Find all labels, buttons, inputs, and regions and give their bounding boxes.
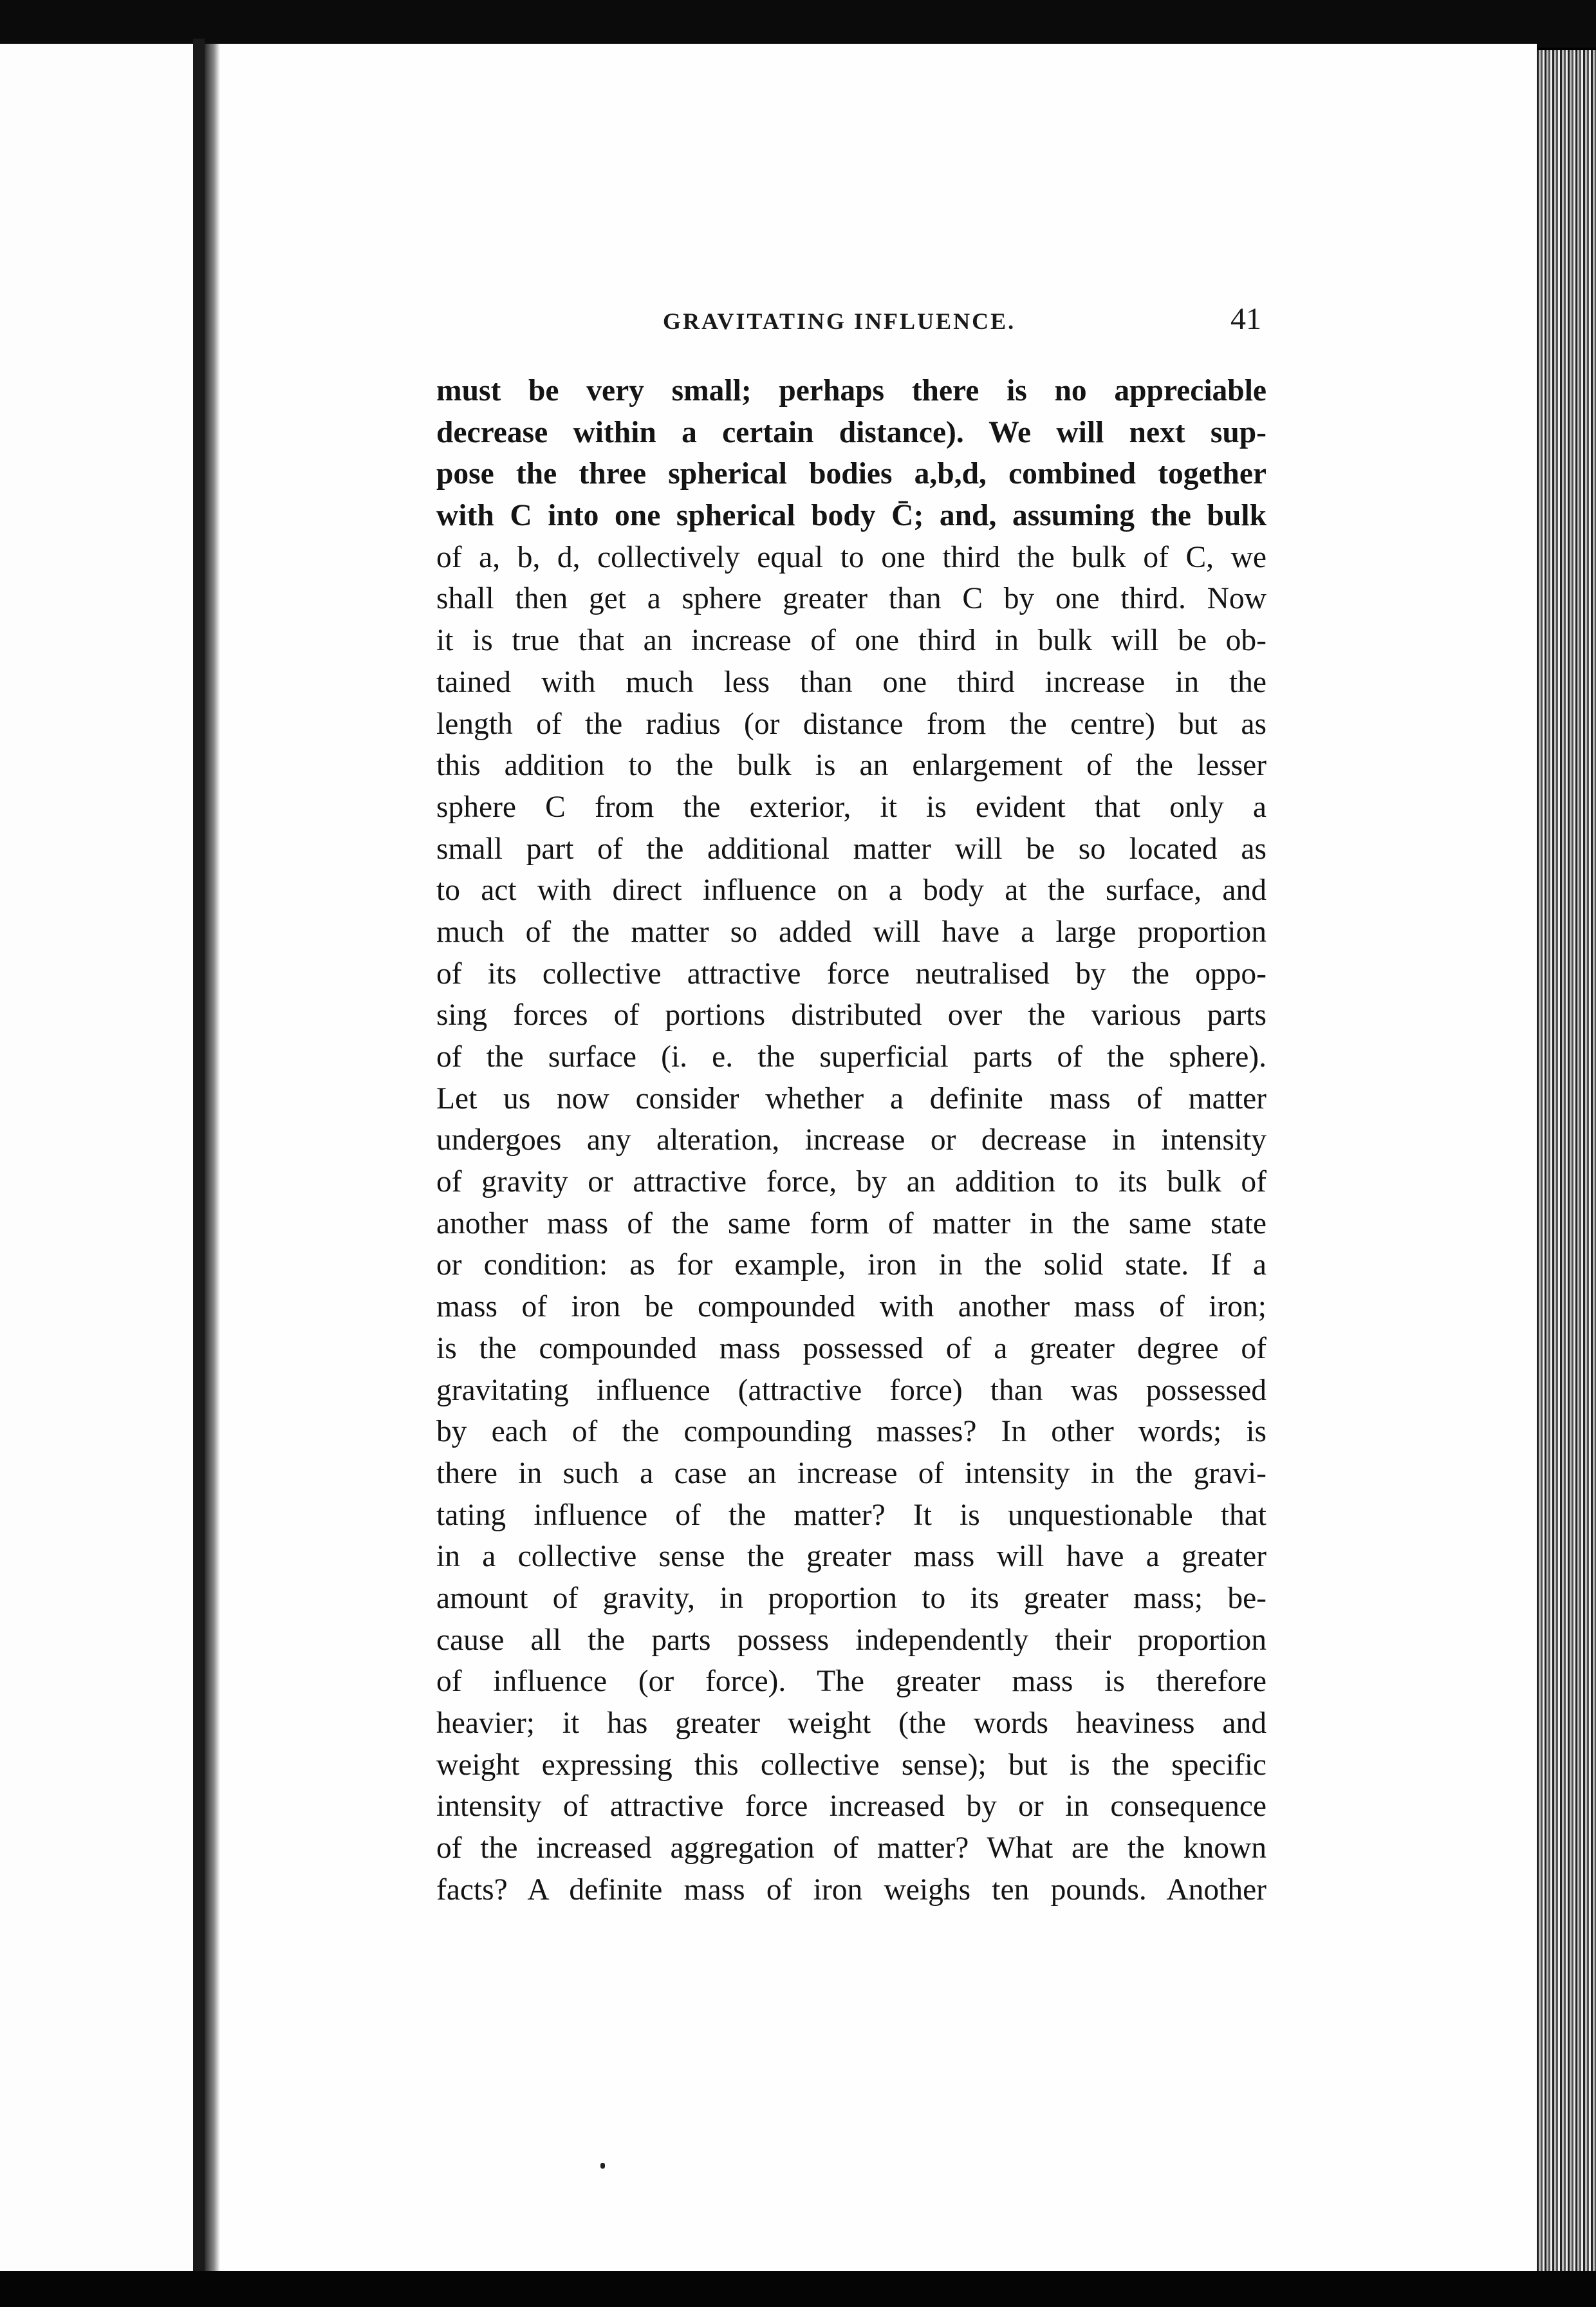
text-line: of gravity or attractive force, by an addition to its bulk of [436, 1165, 1267, 1199]
text-line: with C into one spherical body C̄; and, assuming the bulk [436, 499, 1267, 533]
page-fore-edge [1537, 50, 1596, 2284]
text-line: to act with direct influence on a body at the surface, and [436, 873, 1267, 908]
text-line: must be very small; perhaps there is no appreciable [436, 374, 1267, 407]
text-line: cause all the parts possess independently their proportion [436, 1623, 1267, 1657]
ink-speck [600, 2163, 605, 2169]
scan-bottom-edge [0, 2271, 1596, 2307]
text-line: Let us now consider whether a definite mass of matter [436, 1081, 1267, 1116]
book-gutter [193, 39, 205, 2272]
running-head [663, 301, 1261, 346]
text-line: of the surface (i. e. the superficial parts of the sphere). [436, 1040, 1267, 1074]
text-line: tating influence of the matter? It is unquestionable that [436, 1498, 1267, 1532]
scan-top-edge [0, 0, 1596, 48]
text-line: there in such a case an increase of intensity in the gravi- [436, 1456, 1267, 1490]
text-line: gravitating influence (attractive force) than was possessed [436, 1373, 1267, 1407]
text-line: facts? A definite mass of iron weighs ten pounds. Another [436, 1873, 1267, 1907]
text-line: of a, b, d, collectively equal to one third the bulk of C, we [436, 540, 1267, 574]
text-line: weight expressing this collective sense); but is the specific [436, 1748, 1267, 1782]
text-line: amount of gravity, in proportion to its greater mass; be- [436, 1581, 1267, 1615]
text-line: another mass of the same form of matter in the same state [436, 1206, 1267, 1240]
text-line: mass of iron be compounded with another mass of iron; [436, 1290, 1267, 1324]
text-line: it is true that an increase of one third in bulk will be ob- [436, 624, 1267, 658]
running-title: GRAVITATING INFLUENCE. [663, 308, 1016, 334]
text-line: much of the matter so added will have a large proportion [436, 915, 1267, 949]
text-line: sphere C from the exterior, it is evident that only a [436, 790, 1267, 824]
text-line: or condition: as for example, iron in the solid state. If a [436, 1248, 1267, 1282]
text-line: pose the three spherical bodies a,b,d, combined together [436, 457, 1267, 491]
text-line: this addition to the bulk is an enlargement of the lesser [436, 749, 1267, 783]
text-line: by each of the compounding masses? In other words; is [436, 1415, 1267, 1449]
page-number: 41 [1230, 302, 1261, 336]
text-line: heavier; it has greater weight (the words heaviness and [436, 1706, 1267, 1740]
text-line: of influence (or force). The greater mass is therefore [436, 1665, 1267, 1699]
text-line: in a collective sense the greater mass will have a greater [436, 1540, 1267, 1574]
text-line: small part of the additional matter will be so located as [436, 832, 1267, 866]
page-spine-shadow [205, 44, 220, 2281]
text-line: intensity of attractive force increased by or in consequence [436, 1789, 1267, 1824]
text-line: length of the radius (or distance from the centre) but as [436, 707, 1267, 741]
text-line: is the compounded mass possessed of a greater degree of [436, 1331, 1267, 1365]
text-line: shall then get a sphere greater than C by one third. Now [436, 582, 1267, 616]
facing-page-left [0, 44, 196, 2271]
text-line: sing forces of portions distributed over the various parts [436, 998, 1267, 1032]
text-line: undergoes any alteration, increase or decrease in intensity [436, 1123, 1267, 1157]
text-line: tained with much less than one third increase in the [436, 665, 1267, 699]
body-text [436, 370, 1267, 1910]
text-line: of its collective attractive force neutralised by the oppo- [436, 957, 1267, 991]
text-line: decrease within a certain distance). We will next sup- [436, 415, 1267, 449]
text-line: of the increased aggregation of matter? What are the known [436, 1831, 1267, 1865]
